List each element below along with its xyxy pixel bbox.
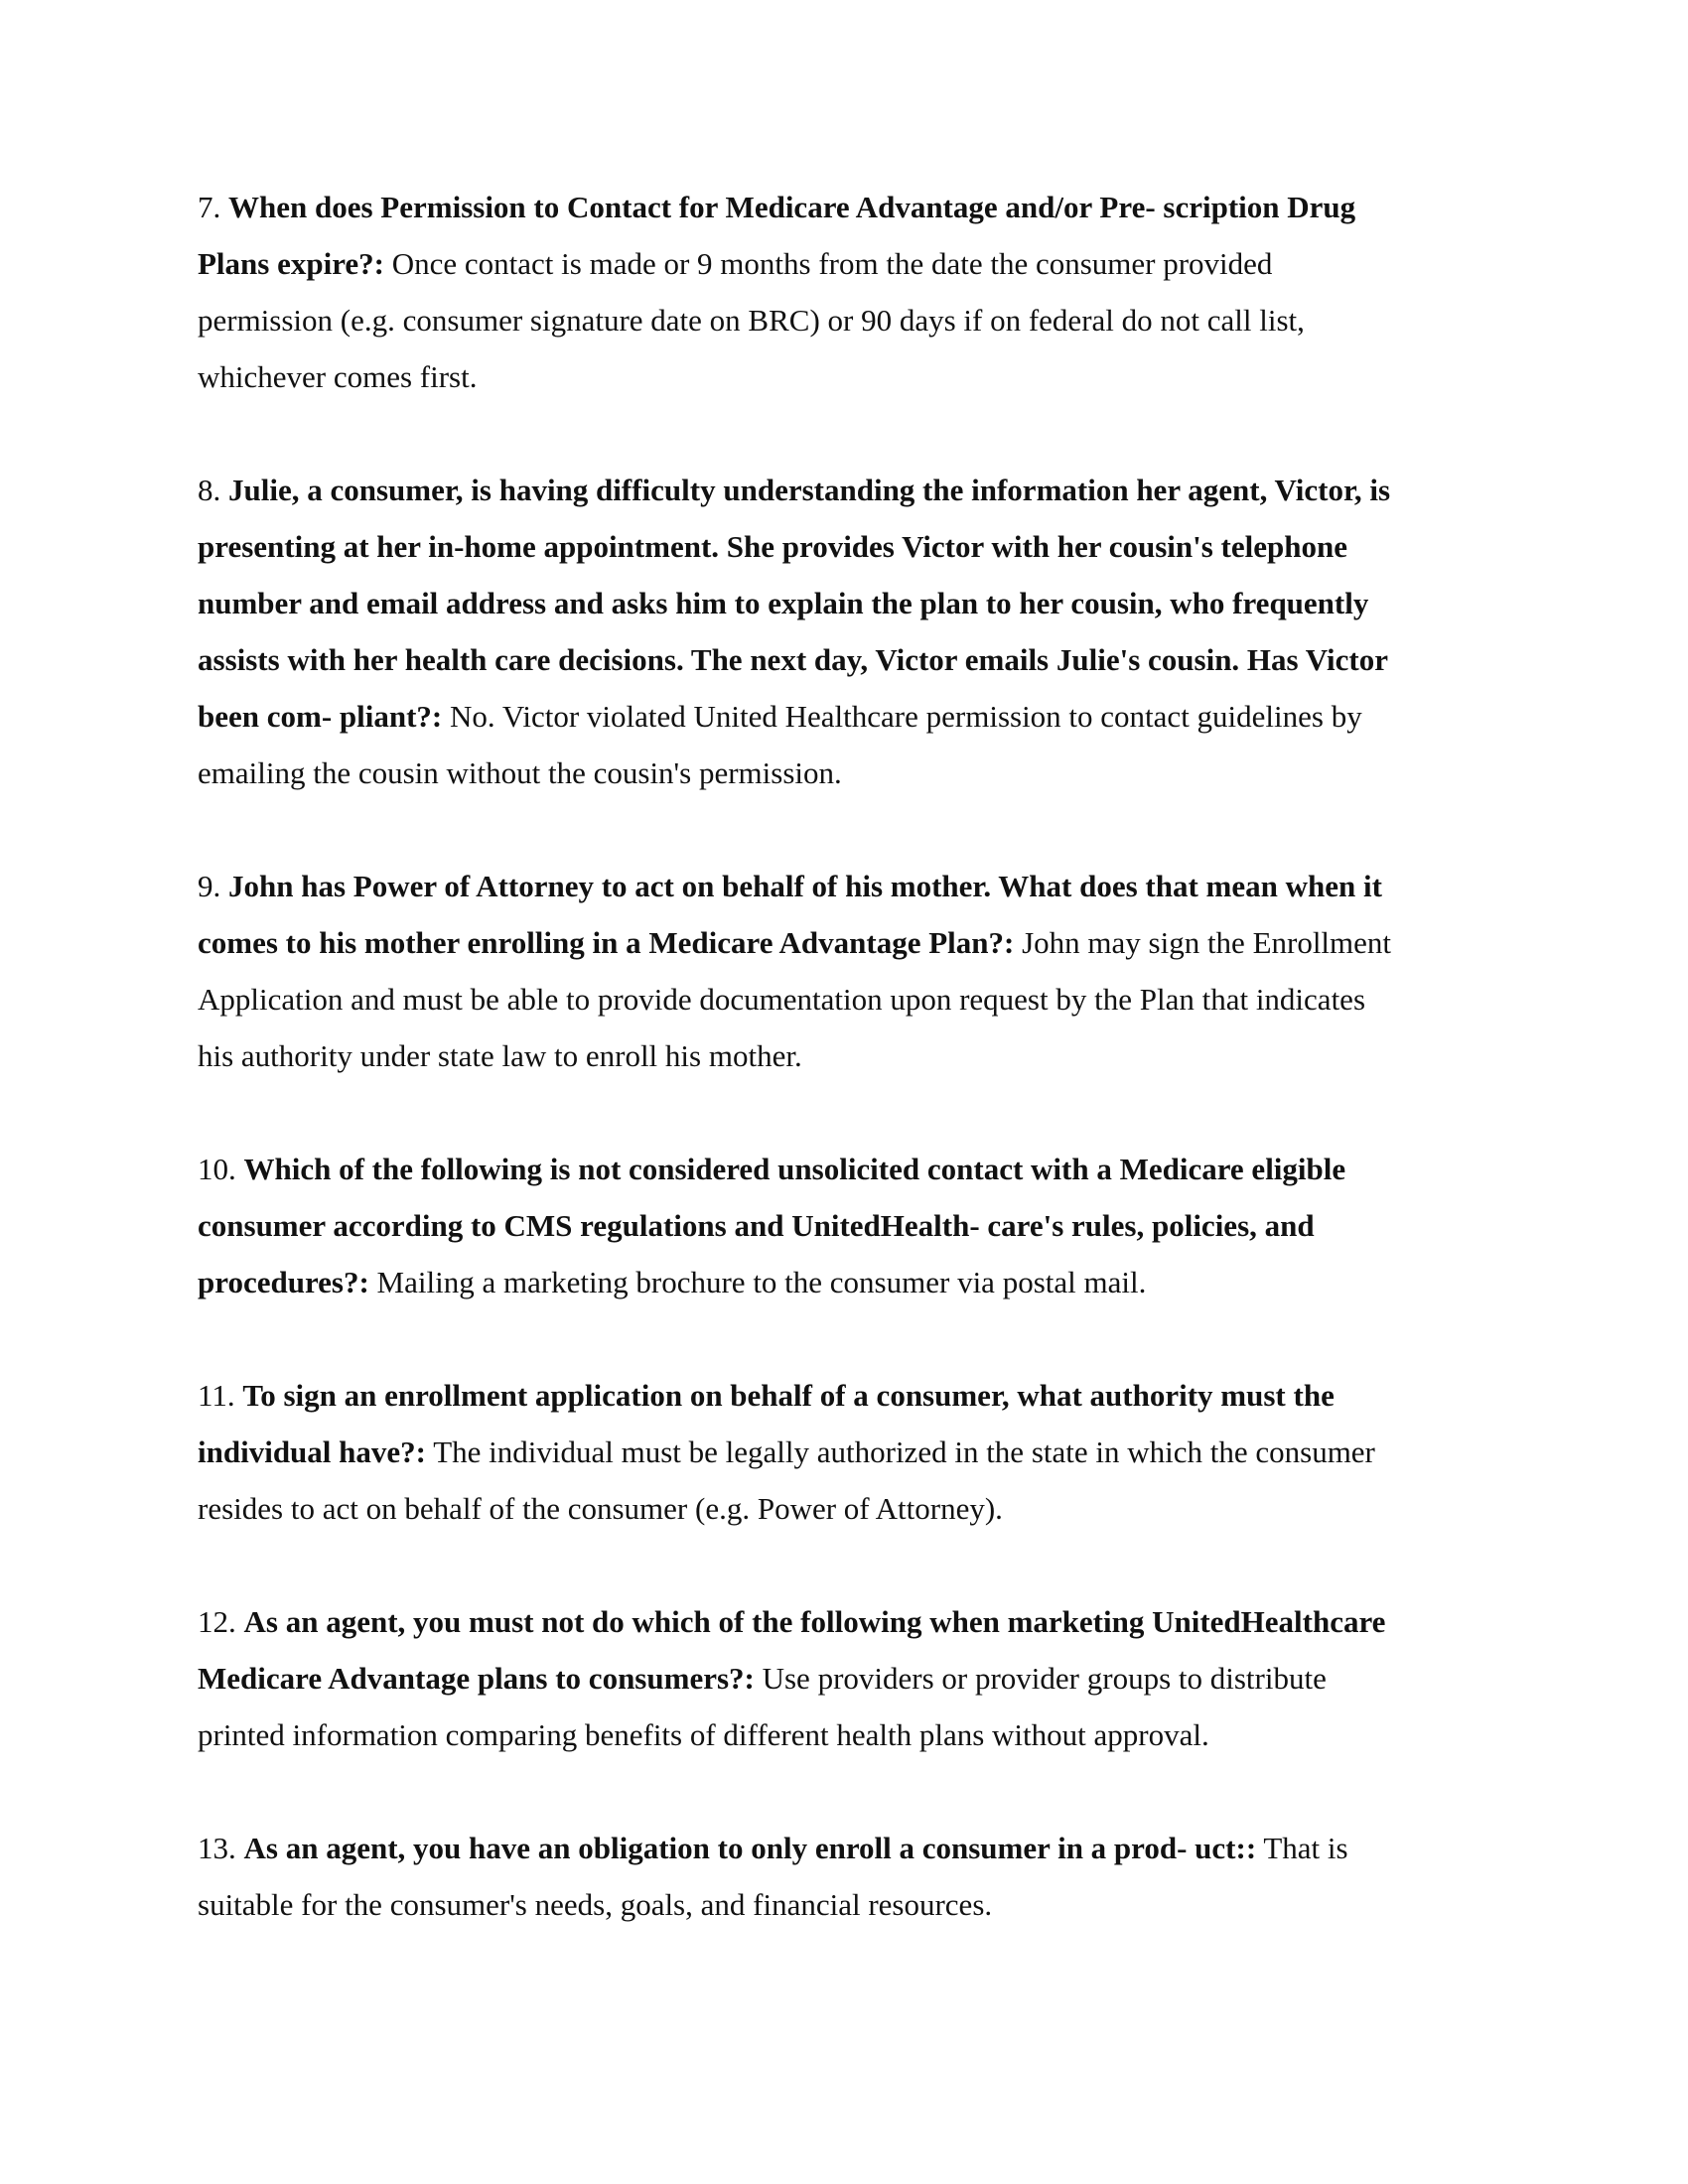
answer-text: 11. — [198, 1378, 243, 1413]
text-line — [198, 292, 1508, 348]
question-text: Plans expire?: — [198, 246, 384, 281]
text-line — [198, 1367, 1508, 1424]
text-line — [198, 1820, 1508, 1876]
answer-text: Once contact is made or 9 months from the date the consumer provided — [384, 246, 1273, 281]
text-line — [198, 745, 1508, 801]
answer-text: Use providers or provider groups to distribute — [754, 1661, 1327, 1696]
text-line — [198, 1650, 1508, 1706]
text-line — [198, 1141, 1508, 1197]
text-line — [198, 688, 1508, 745]
question-text: Medicare Advantage plans to consumers?: — [198, 1661, 755, 1696]
text-line — [198, 1876, 1508, 1933]
document-page — [198, 179, 1508, 1989]
qa-item — [198, 1593, 1508, 1763]
question-text: As an agent, you have an obligation to only enroll a consumer in a prod- uct:: — [243, 1831, 1257, 1865]
text-line — [198, 858, 1508, 914]
text-line — [198, 1593, 1508, 1650]
qa-item — [198, 179, 1508, 405]
question-text: To sign an enrollment application on behalf of a consumer, what authority must the — [242, 1378, 1335, 1413]
answer-text: his authority under state law to enroll his mother. — [198, 1038, 802, 1073]
question-text: comes to his mother enrolling in a Medicare Advantage Plan?: — [198, 925, 1015, 960]
text-line — [198, 1254, 1508, 1310]
question-text: been com- pliant?: — [198, 699, 443, 734]
question-text: individual have?: — [198, 1434, 426, 1469]
question-text: presenting at her in-home appointment. She provides Victor with her cousin's telephone — [198, 529, 1347, 564]
text-line — [198, 1480, 1508, 1537]
text-line — [198, 631, 1508, 688]
answer-text: The individual must be legally authorized in the state in which the consumer — [426, 1434, 1375, 1469]
answer-text: 9. — [198, 869, 228, 903]
text-line — [198, 518, 1508, 575]
qa-item — [198, 1820, 1508, 1933]
text-line — [198, 914, 1508, 971]
text-line — [198, 1706, 1508, 1763]
answer-text: 8. — [198, 473, 228, 507]
text-line — [198, 348, 1508, 405]
text-line — [198, 179, 1508, 235]
question-text: When does Permission to Contact for Medicare Advantage and/or Pre- scription Drug — [228, 190, 1356, 224]
answer-text: suitable for the consumer's needs, goals, and financial resources. — [198, 1887, 993, 1922]
text-line — [198, 235, 1508, 292]
question-text: procedures?: — [198, 1265, 369, 1299]
answer-text: That is — [1256, 1831, 1348, 1865]
qa-item — [198, 462, 1508, 801]
text-line — [198, 971, 1508, 1027]
answer-text: 12. — [198, 1604, 244, 1639]
text-line — [198, 1027, 1508, 1084]
answer-text: printed information comparing benefits of different health plans without approval. — [198, 1717, 1209, 1752]
answer-text: whichever comes first. — [198, 359, 478, 394]
answer-text: No. Victor violated United Healthcare permission to contact guidelines by — [442, 699, 1362, 734]
answer-text: emailing the cousin without the cousin's permission. — [198, 755, 842, 790]
answer-text: Application and must be able to provide documentation upon request by the Plan that indicates — [198, 982, 1366, 1017]
answer-text: Mailing a marketing brochure to the consumer via postal mail. — [368, 1265, 1147, 1299]
answer-text: 7. — [198, 190, 228, 224]
text-line — [198, 1197, 1508, 1254]
question-text: Julie, a consumer, is having difficulty understanding the information her agent, Victor, is — [228, 473, 1391, 507]
answer-text: permission (e.g. consumer signature date on BRC) or 90 days if on federal do not call list, — [198, 303, 1305, 338]
text-line — [198, 462, 1508, 518]
qa-item — [198, 1141, 1508, 1310]
answer-text: John may sign the Enrollment — [1014, 925, 1392, 960]
answer-text: 10. — [198, 1152, 244, 1186]
question-text: As an agent, you must not do which of the following when marketing UnitedHealthcare — [243, 1604, 1386, 1639]
qa-item — [198, 1367, 1508, 1537]
answer-text: resides to act on behalf of the consumer (e.g. Power of Attorney). — [198, 1491, 1003, 1526]
qa-item — [198, 858, 1508, 1084]
question-text: assists with her health care decisions. The next day, Victor emails Julie's cousin. Has Victor — [198, 642, 1388, 677]
text-line — [198, 1424, 1508, 1480]
question-text: Which of the following is not considered unsolicited contact with a Medicare eligible — [243, 1152, 1346, 1186]
answer-text: 13. — [198, 1831, 244, 1865]
text-line — [198, 575, 1508, 631]
question-text: number and email address and asks him to explain the plan to her cousin, who frequently — [198, 586, 1369, 620]
question-text: John has Power of Attorney to act on behalf of his mother. What does that mean when it — [228, 869, 1382, 903]
question-text: consumer according to CMS regulations and UnitedHealth- care's rules, policies, and — [198, 1208, 1315, 1243]
